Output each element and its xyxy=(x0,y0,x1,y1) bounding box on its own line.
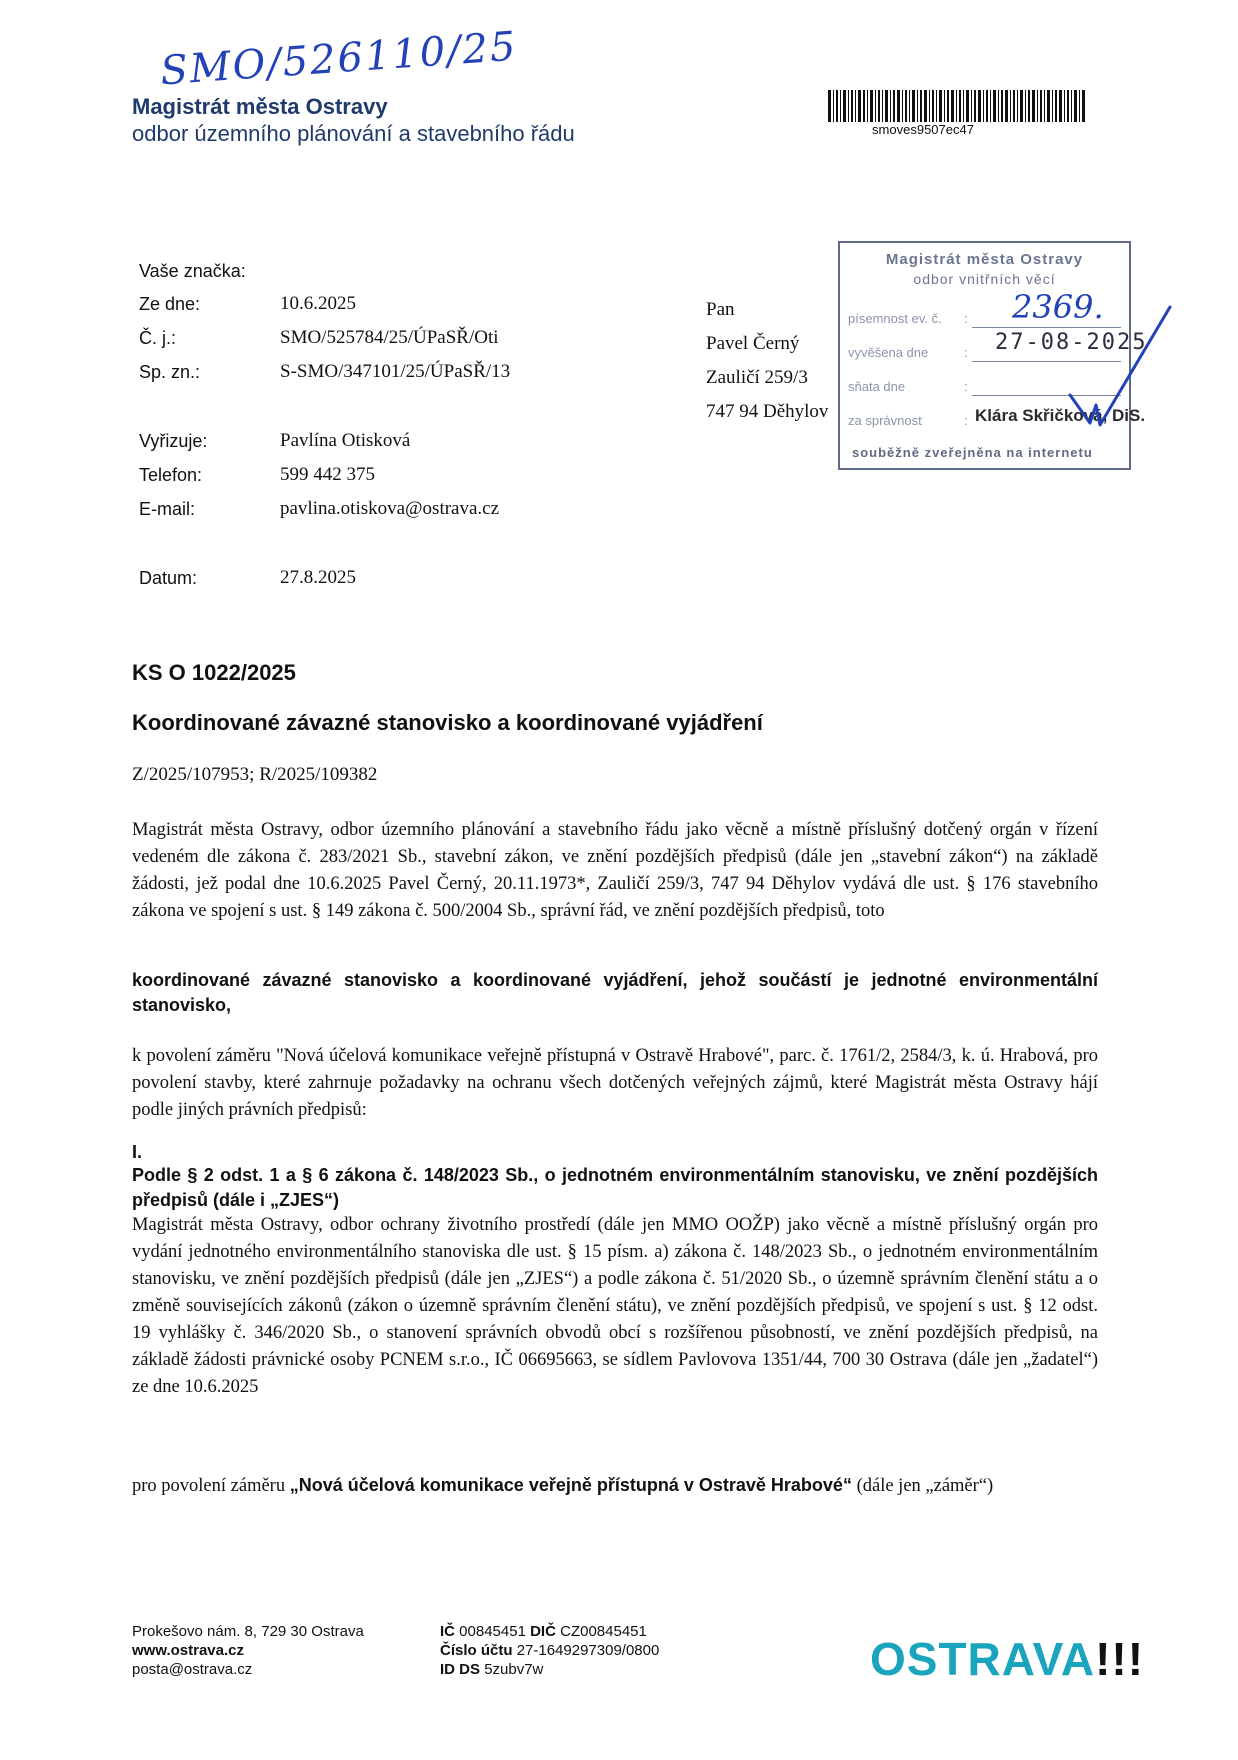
document-title: Koordinované závazné stanovisko a koordinované vyjádření xyxy=(132,710,763,735)
stamp-label-doc-number: písemnost ev. č. xyxy=(848,311,942,326)
logo-text: OSTRAVA xyxy=(870,1633,1096,1685)
purpose-prefix: pro povolení záměru xyxy=(132,1476,290,1496)
stamp-signer: Klára Skřičková, DiS. xyxy=(975,406,1146,425)
field-value-ref-number: SMO/525784/25/ÚPaSŘ/Oti xyxy=(280,327,499,348)
statement-heading: koordinované závazné stanovisko a koordinované vyjádření, jehož součástí je jednotné environmentální stanovisko, xyxy=(132,970,1098,1015)
field-label-phone: Telefon: xyxy=(139,465,203,485)
footer-identifiers xyxy=(440,1622,659,1679)
field-value-file-mark: S-SMO/347101/25/ÚPaSŘ/13 xyxy=(280,361,511,382)
field-label-your-ref: Vaše značka: xyxy=(139,261,246,281)
footer-account-value: 27-1649297309/0800 xyxy=(516,1642,660,1659)
footer-dic-label: DIČ xyxy=(530,1623,556,1640)
ostrava-logo xyxy=(870,1632,1144,1686)
stamp-footer: souběžně zveřejněna na internetu xyxy=(852,445,1093,460)
purpose-suffix: (dále jen „záměr“) xyxy=(851,1476,994,1496)
field-label-file-mark: Sp. zn.: xyxy=(139,362,201,382)
footer-address: Prokešovo nám. 8, 729 30 Ostrava xyxy=(132,1623,364,1640)
barcode-text: smoves9507ec47 xyxy=(872,122,974,137)
footer-account-label: Číslo účtu xyxy=(440,1642,513,1659)
footer-ds-label: ID DS xyxy=(440,1661,481,1678)
section-number: I. xyxy=(132,1142,143,1162)
field-value-phone: 599 442 375 xyxy=(280,464,375,485)
recipient-address xyxy=(706,293,828,429)
footer-account-row xyxy=(440,1641,659,1660)
organization-name: Magistrát města Ostravy xyxy=(132,94,388,119)
stamp-handwritten-number: 2369. xyxy=(1012,288,1104,326)
stamp-colon: : xyxy=(964,379,968,394)
handwritten-reference: SMO/526110/25 xyxy=(158,23,519,95)
field-value-email: pavlina.otiskova@ostrava.cz xyxy=(280,498,500,519)
permit-paragraph xyxy=(132,1043,1098,1124)
footer-dic-value: CZ00845451 xyxy=(560,1623,647,1640)
stamp-subtitle: odbor vnitřních věcí xyxy=(913,271,1056,287)
stamp-label-posted: vyvěšena dne xyxy=(848,345,929,360)
stamp-colon: : xyxy=(964,413,968,428)
stamp-label-correctness: za správnost xyxy=(848,413,922,428)
section-paragraph: Magistrát města Ostravy, odbor ochrany životního prostředí (dále jen MMO OOŽP) jako věcně a místně příslušný orgán pro vydání jednotného environmentálního stanoviska dle ust. § 15 písm. a) zákona č. 148/2023 Sb., o jednotném environmentálním stanovisku, ve znění pozdějších předpisů (dále jen „ZJES“) a podle zákona č. 51/2020 Sb., o územně správním členění státu a o změně souvisejících zákonů (zákon o územně správním členění státu), ve znění pozdějších předpisů, ve spojení s ust. § 12 odst. 19 vyhlášky č. 346/2020 Sb., o stanovení správních obvodů obcí s rozšířenou působností, ve znění pozdějších předpisů, na základě žádosti právnické osoby PCNEM s.r.o., IČ 06695663, se sídlem Pavlovova 1351/44, 700 30 Ostrava (dále jen „žadatel“) ze dne 10.6.2025 xyxy=(132,1215,1098,1397)
footer-ic-value: 00845451 xyxy=(459,1623,526,1640)
stamp-title: Magistrát města Ostravy xyxy=(885,251,1084,268)
stamp-colon: : xyxy=(964,345,968,360)
field-label-handled-by: Vyřizuje: xyxy=(139,431,208,451)
stamp-label-removed: sňata dne xyxy=(848,379,906,394)
purpose-project-name: „Nová účelová komunikace veřejně přístupná v Ostravě Hrabové“ xyxy=(289,1475,852,1495)
field-label-date: Datum: xyxy=(139,568,198,588)
reference-numbers: Z/2025/107953; R/2025/109382 xyxy=(132,764,378,785)
field-value-date-from: 10.6.2025 xyxy=(280,293,356,314)
organization-department: odbor územního plánování a stavebního řádu xyxy=(132,121,575,146)
footer-website-link[interactable]: www.ostrava.cz xyxy=(132,1642,244,1659)
stamp-colon: : xyxy=(964,311,968,326)
recipient-street: Zauličí 259/3 xyxy=(706,367,808,388)
section-heading: Podle § 2 odst. 1 a § 6 zákona č. 148/2023 Sb., o jednotném environmentálním stanovisku, ve znění pozdějších předpisů (dále i „ZJES“) xyxy=(132,1165,1098,1210)
recipient-city: 747 94 Děhylov xyxy=(706,401,829,422)
footer-ic-label: IČ xyxy=(440,1623,455,1640)
barcode xyxy=(828,90,1086,122)
footer-ds-row xyxy=(440,1660,659,1679)
intro-paragraph: Magistrát města Ostravy, odbor územního plánování a stavebního řádu jako věcně a místně příslušný dotčený orgán v řízení vedeném dle zákona č. 283/2021 Sb., stavební zákon, ve znění pozdějších předpisů (dále jen „stavební zákon“) na základě žádosti, jež podal dne 10.6.2025 Pavel Černý, 20.11.1973*, Zauličí 259/3, 747 94 Děhylov vydává dle ust. § 176 stavebního zákona ve spojení s ust. § 149 zákona č. 500/2004 Sb., správní řád, ve znění pozdějších předpisů, toto xyxy=(132,820,1098,921)
field-label-ref-number: Č. j.: xyxy=(139,328,177,348)
footer-ic-row xyxy=(440,1622,659,1641)
footer-contact xyxy=(132,1622,364,1679)
purpose-line xyxy=(132,1475,993,1497)
signature-mark xyxy=(1060,305,1180,435)
field-value-handled-by: Pavlína Otisková xyxy=(280,430,411,451)
recipient-name: Pavel Černý xyxy=(706,333,800,354)
footer-email-link[interactable]: posta@ostrava.cz xyxy=(132,1661,253,1678)
field-value-date: 27.8.2025 xyxy=(280,567,356,588)
logo-exclaim: !!! xyxy=(1095,1633,1145,1685)
recipient-salutation: Pan xyxy=(706,299,735,320)
ks-number: KS O 1022/2025 xyxy=(132,660,296,685)
stamp-date: 27-08-2025 xyxy=(995,330,1148,355)
footer-ds-value: 5zubv7w xyxy=(484,1661,544,1678)
permit-paragraph-text: k povolení záměru "Nová účelová komunikace veřejně přístupná v Ostravě Hrabové", parc. č. 1761/2, 2584/3, k. ú. Hrabová, pro povolení stavby, které zahrnuje požadavky na ochranu všech dotčených veřejných zájmů, které Magistrát města Ostravy hájí podle jiných právních předpisů: xyxy=(132,1046,1098,1120)
field-label-date-from: Ze dne: xyxy=(139,294,201,314)
field-label-email: E-mail: xyxy=(139,499,196,519)
